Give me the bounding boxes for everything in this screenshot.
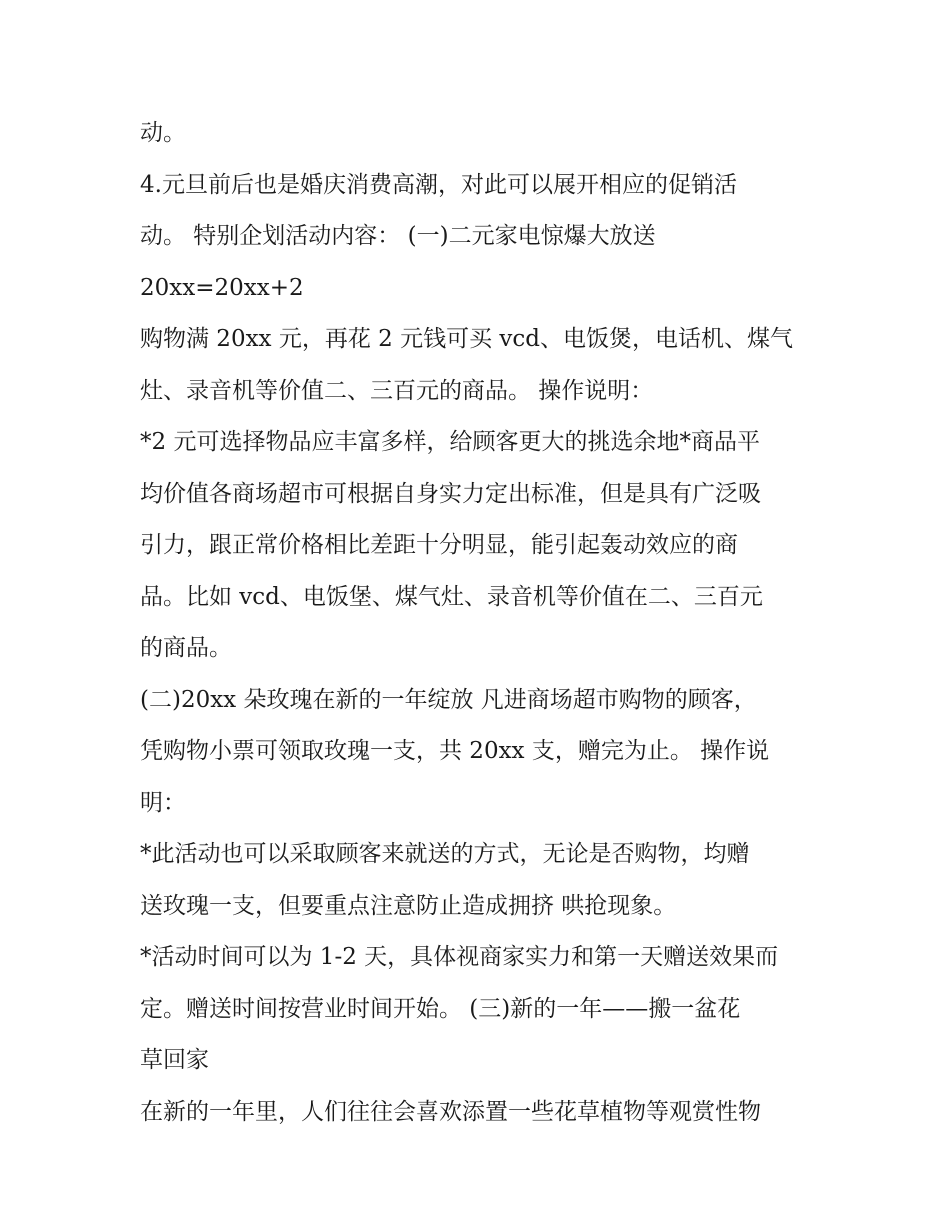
text-line: 均价值各商场超市可根据自身实力定出标准，但是具有广泛吸 [140, 480, 761, 507]
text-line: 品。比如 vcd、电饭堡、煤气灶、录音机等价值在二、三百元 [140, 583, 763, 610]
text-line: 定。赠送时间按营业时间开始。 (三)新的一年——搬一盆花 [140, 995, 741, 1022]
text-line: 明： [140, 789, 186, 816]
text-line: *2 元可选择物品应丰富多样，给顾客更大的挑选余地*商品平 [140, 429, 760, 455]
body-text [140, 108, 830, 1138]
text-line: 引力，跟正常价格相比差距十分明显，能引起轰动效应的商 [140, 532, 738, 558]
text-line: 送玫瑰一支，但要重点注意防止造成拥挤 哄抢现象。 [140, 892, 677, 919]
text-line: 草回家 [140, 1047, 209, 1073]
text-line: 在新的一年里，人们往往会喜欢添置一些花草植物等观赏性物 [140, 1098, 761, 1125]
text-line: *活动时间可以为 1-2 天，具体视商家实力和第一天赠送效果而 [140, 944, 779, 970]
text-line: (二)20xx 朵玫瑰在新的一年绽放 凡进商场超市购物的顾客， [140, 686, 757, 713]
text-line: *此活动也可以采取顾客来就送的方式，无论是否购物，均赠 [140, 841, 750, 867]
text-line: 凭购物小票可领取玫瑰一支，共 20xx 支，赠完为止。 操作说 [140, 738, 770, 764]
text-line: 4.元旦前后也是婚庆消费高潮，对此可以展开相应的促销活 [140, 171, 737, 198]
text-line: 的商品。 [140, 635, 232, 661]
text-line: 动。 特别企划活动内容： (一)二元家电惊爆大放送 [140, 223, 656, 249]
text-line: 20xx=20xx+2 [140, 274, 304, 301]
text-line: 动。 [140, 120, 186, 146]
text-line: 购物满 20xx 元，再花 2 元钱可买 vcd、电饭煲，电话机、煤气 [140, 326, 793, 352]
text-line: 灶、录音机等价值二、三百元的商品。 操作说明： [140, 377, 654, 404]
